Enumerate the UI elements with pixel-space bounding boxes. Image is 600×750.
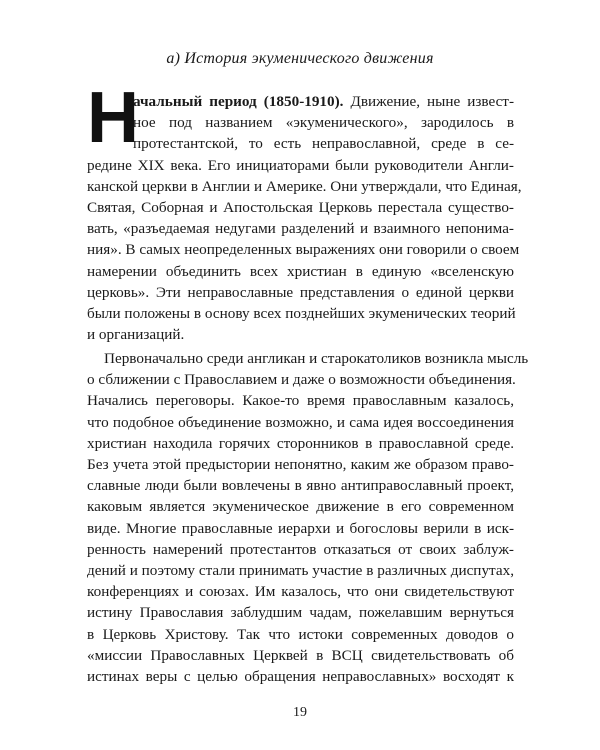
paragraph-line: протестантской, то есть неправославной, среде в се- (133, 135, 514, 153)
paragraph-line: вать, «разъедаемая недугами разделений и взаимного непонима- (87, 220, 514, 238)
paragraph-line: намерении объединить всех христиан в единую «вселенскую (87, 262, 514, 280)
paragraph-line: ное под названием «экуменического», зародилось в (133, 114, 514, 132)
paragraph-line: церковь». Эти неправославные представления о единой церкви (87, 283, 514, 301)
paragraph-line: ния». В самых неопределенных выражениях они говорили о своем (87, 241, 520, 259)
paragraph-line: что подобное объединение возможно, и сама идея воссоединения (87, 413, 514, 431)
paragraph-line: и организаций. (87, 326, 185, 344)
paragraph-line: редине XIX века. Его инициаторами были руководители Англи- (87, 156, 514, 174)
paragraph-1-line-1 (133, 91, 514, 112)
paragraph-line: Святая, Соборная и Апостольская Церковь перестала существо- (87, 199, 514, 217)
paragraph-line: Первоначально среди англикан и старокатоликов возникла мысль (104, 350, 529, 367)
paragraph-line: христиан находила горячих сторонников в православной среде. (87, 434, 514, 452)
paragraph-1 (87, 91, 522, 345)
paragraph-line: виде. Многие православные иерархи и богословы верили в иск- (87, 519, 514, 537)
line-1-rest-text: Движение, ныне извест- (343, 93, 515, 110)
paragraph-line: Без учета этой предыстории непонятно, каким же образом право- (87, 456, 514, 474)
page-number: 19 (293, 705, 307, 720)
paragraph-line: канской церкви в Англии и Америке. Они утверждали, что Единая, (87, 177, 522, 195)
bold-lead-text: ачальный период (1850-1910). (133, 93, 344, 110)
paragraph-line: Начались переговоры. Какое-то время православным казалось, (87, 392, 514, 410)
paragraph-line: о сближении с Православием и даже о возможности объединения. (87, 371, 516, 389)
paragraph-line: дений и поэтому стали принимать участие в различных диспутах, (87, 562, 514, 580)
paragraph-line: «миссии Православных Церквей в ВСЦ свидетельствовать об (87, 646, 514, 664)
paragraph-line: конференциях и союзах. Им казалось, что они свидетельствуют (87, 583, 514, 601)
paragraph-line: истинах веры с целью обращения неправославных» восходят к (87, 668, 514, 686)
paragraph-line: ренность намерений протестантов отказаться от своих заблуж- (87, 540, 514, 558)
paragraph-line: каковым является экуменическое движение в его современном (87, 498, 514, 516)
paragraph-line: славные люди были вовлечены в явно антиправославный проект, (87, 477, 514, 495)
drop-cap-letter: Н (87, 78, 137, 158)
section-heading: а) История экуменического движения (166, 50, 434, 67)
paragraph-line: истину Православия заблудшим чадам, пожелавшим вернуться (87, 604, 514, 622)
paragraph-2 (87, 348, 529, 687)
paragraph-line: были положены в основу всех позднейших экуменических теорий (87, 305, 516, 323)
paragraph-line: в Церковь Христову. Так что истоки современных доводов о (87, 625, 514, 643)
